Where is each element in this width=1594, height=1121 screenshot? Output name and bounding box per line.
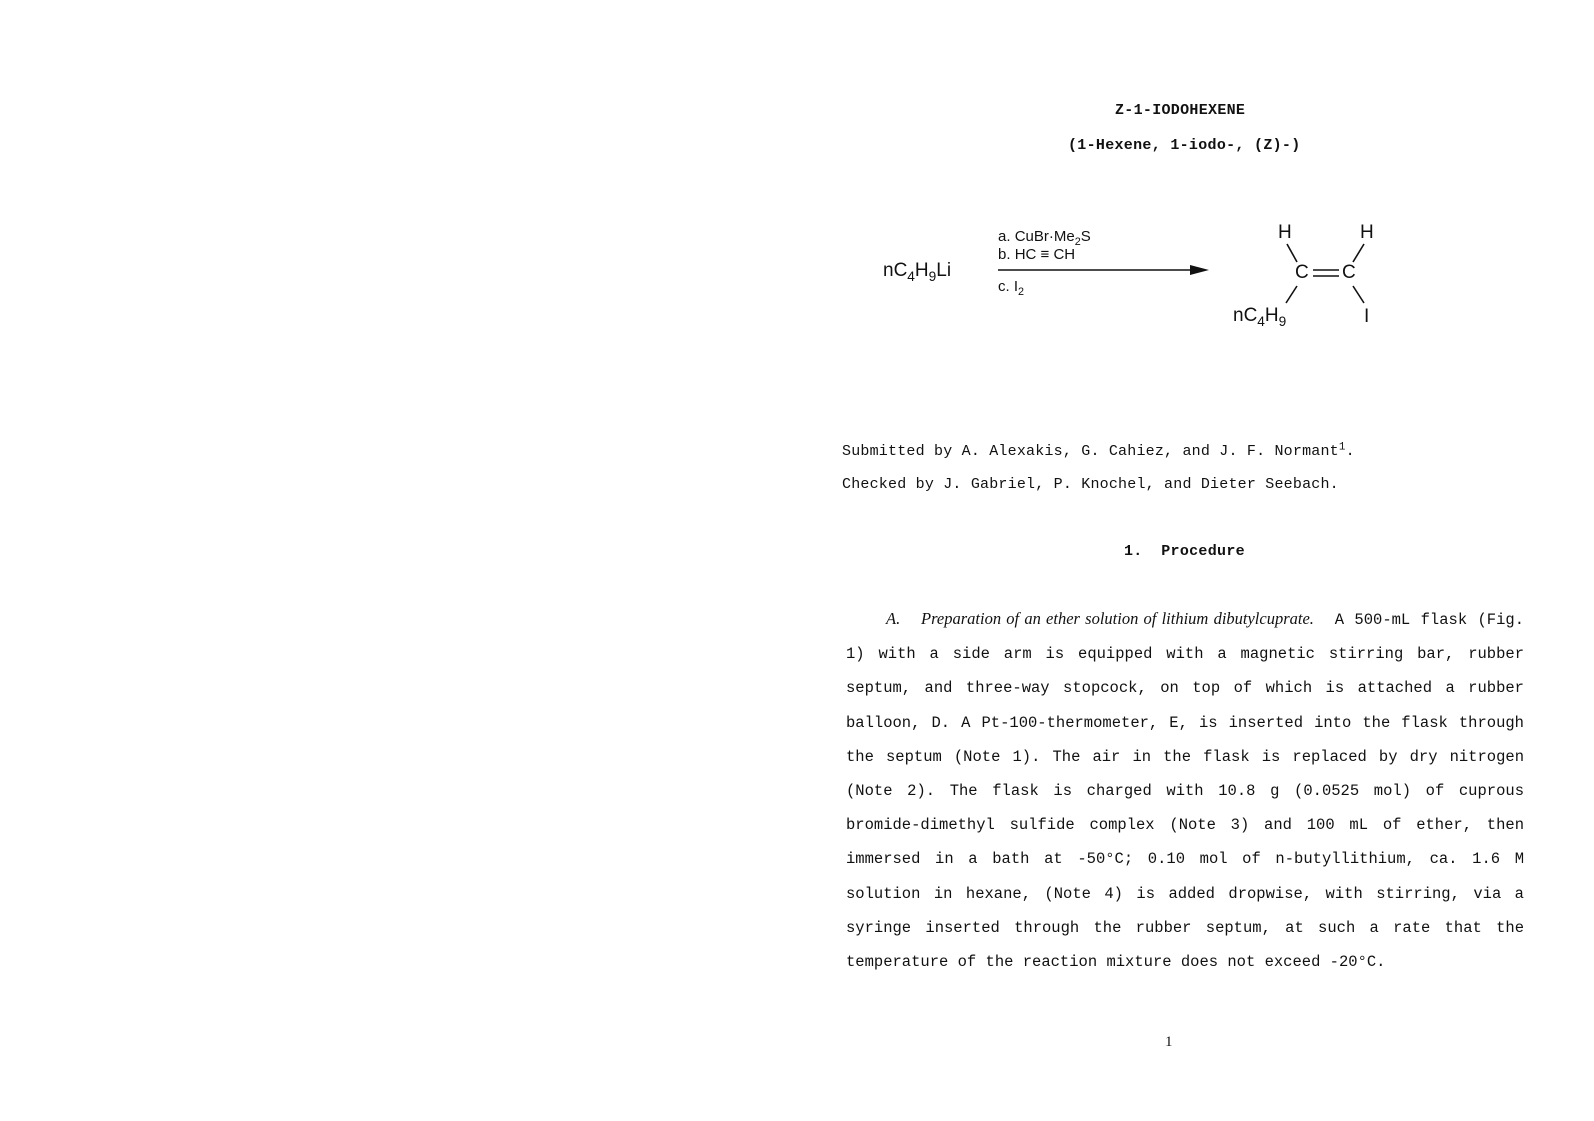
page-number: 1 (1165, 1034, 1173, 1050)
atom-c-right: C (1342, 262, 1356, 283)
submitted-line: Submitted by A. Alexakis, G. Cahiez, and J. F. Normant$^1$. (842, 441, 1355, 460)
reactant-formula: $nC_4H_9Li$ (883, 260, 952, 284)
footnote-marker: 1 (1338, 441, 1346, 454)
reaction-arrow (998, 265, 1209, 275)
atom-c-left: C (1295, 262, 1309, 283)
paragraph-label: A. (886, 609, 901, 628)
atom-iodine: I (1364, 306, 1370, 327)
paragraph-heading: Preparation of an ether solution of lithium dibutylcuprate. (921, 609, 1314, 628)
atom-h-left: H (1278, 222, 1292, 243)
reagent-b: b. HC ≡ CH (998, 246, 1076, 263)
page-title: Z-1-IODOHEXENE (1115, 102, 1246, 119)
checked-line: Checked by J. Gabriel, P. Knochel, and Dieter Seebach. (842, 476, 1339, 493)
reagent-a: a. $CuBr\cdot Me_2S$ (998, 228, 1091, 248)
page-subtitle: (1-Hexene, 1-iodo-, (Z)-) (1068, 137, 1301, 154)
reagent-c: c. $I_2$ (998, 278, 1025, 298)
paragraph-body: A 500-mL flask (Fig. 1) with a side arm is equipped with a magnetic stirring bar, rubber septum, and three-way stopcock, on top of which is attached a rubber balloon, D. A Pt-100-thermometer, E, is inserted into the flask through the septum (Note 1). The air in the flask is replaced by dry nitrogen (Note 2). The flask is charged with 10.8 g (0.0525 mol) of cuprous bromide-dimethyl sulfide complex (Note 3) and 100 mL of ether, then immersed in a bath at -50°C; 0.10 mol of n-butyllithium, ca. 1.6 M solution in hexane, (Note 4) is added dropwise, with stirring, via a syringe inserted through the rubber septum, at such a rate that the temperature of the reaction mixture does not exceed -20°C. (846, 611, 1525, 972)
procedure-paragraph (846, 602, 1524, 979)
atom-h-right: H (1360, 222, 1374, 243)
section-heading: 1. Procedure (1124, 543, 1245, 560)
product-alkyl-group: $nC_4H_9$ (1233, 305, 1287, 329)
